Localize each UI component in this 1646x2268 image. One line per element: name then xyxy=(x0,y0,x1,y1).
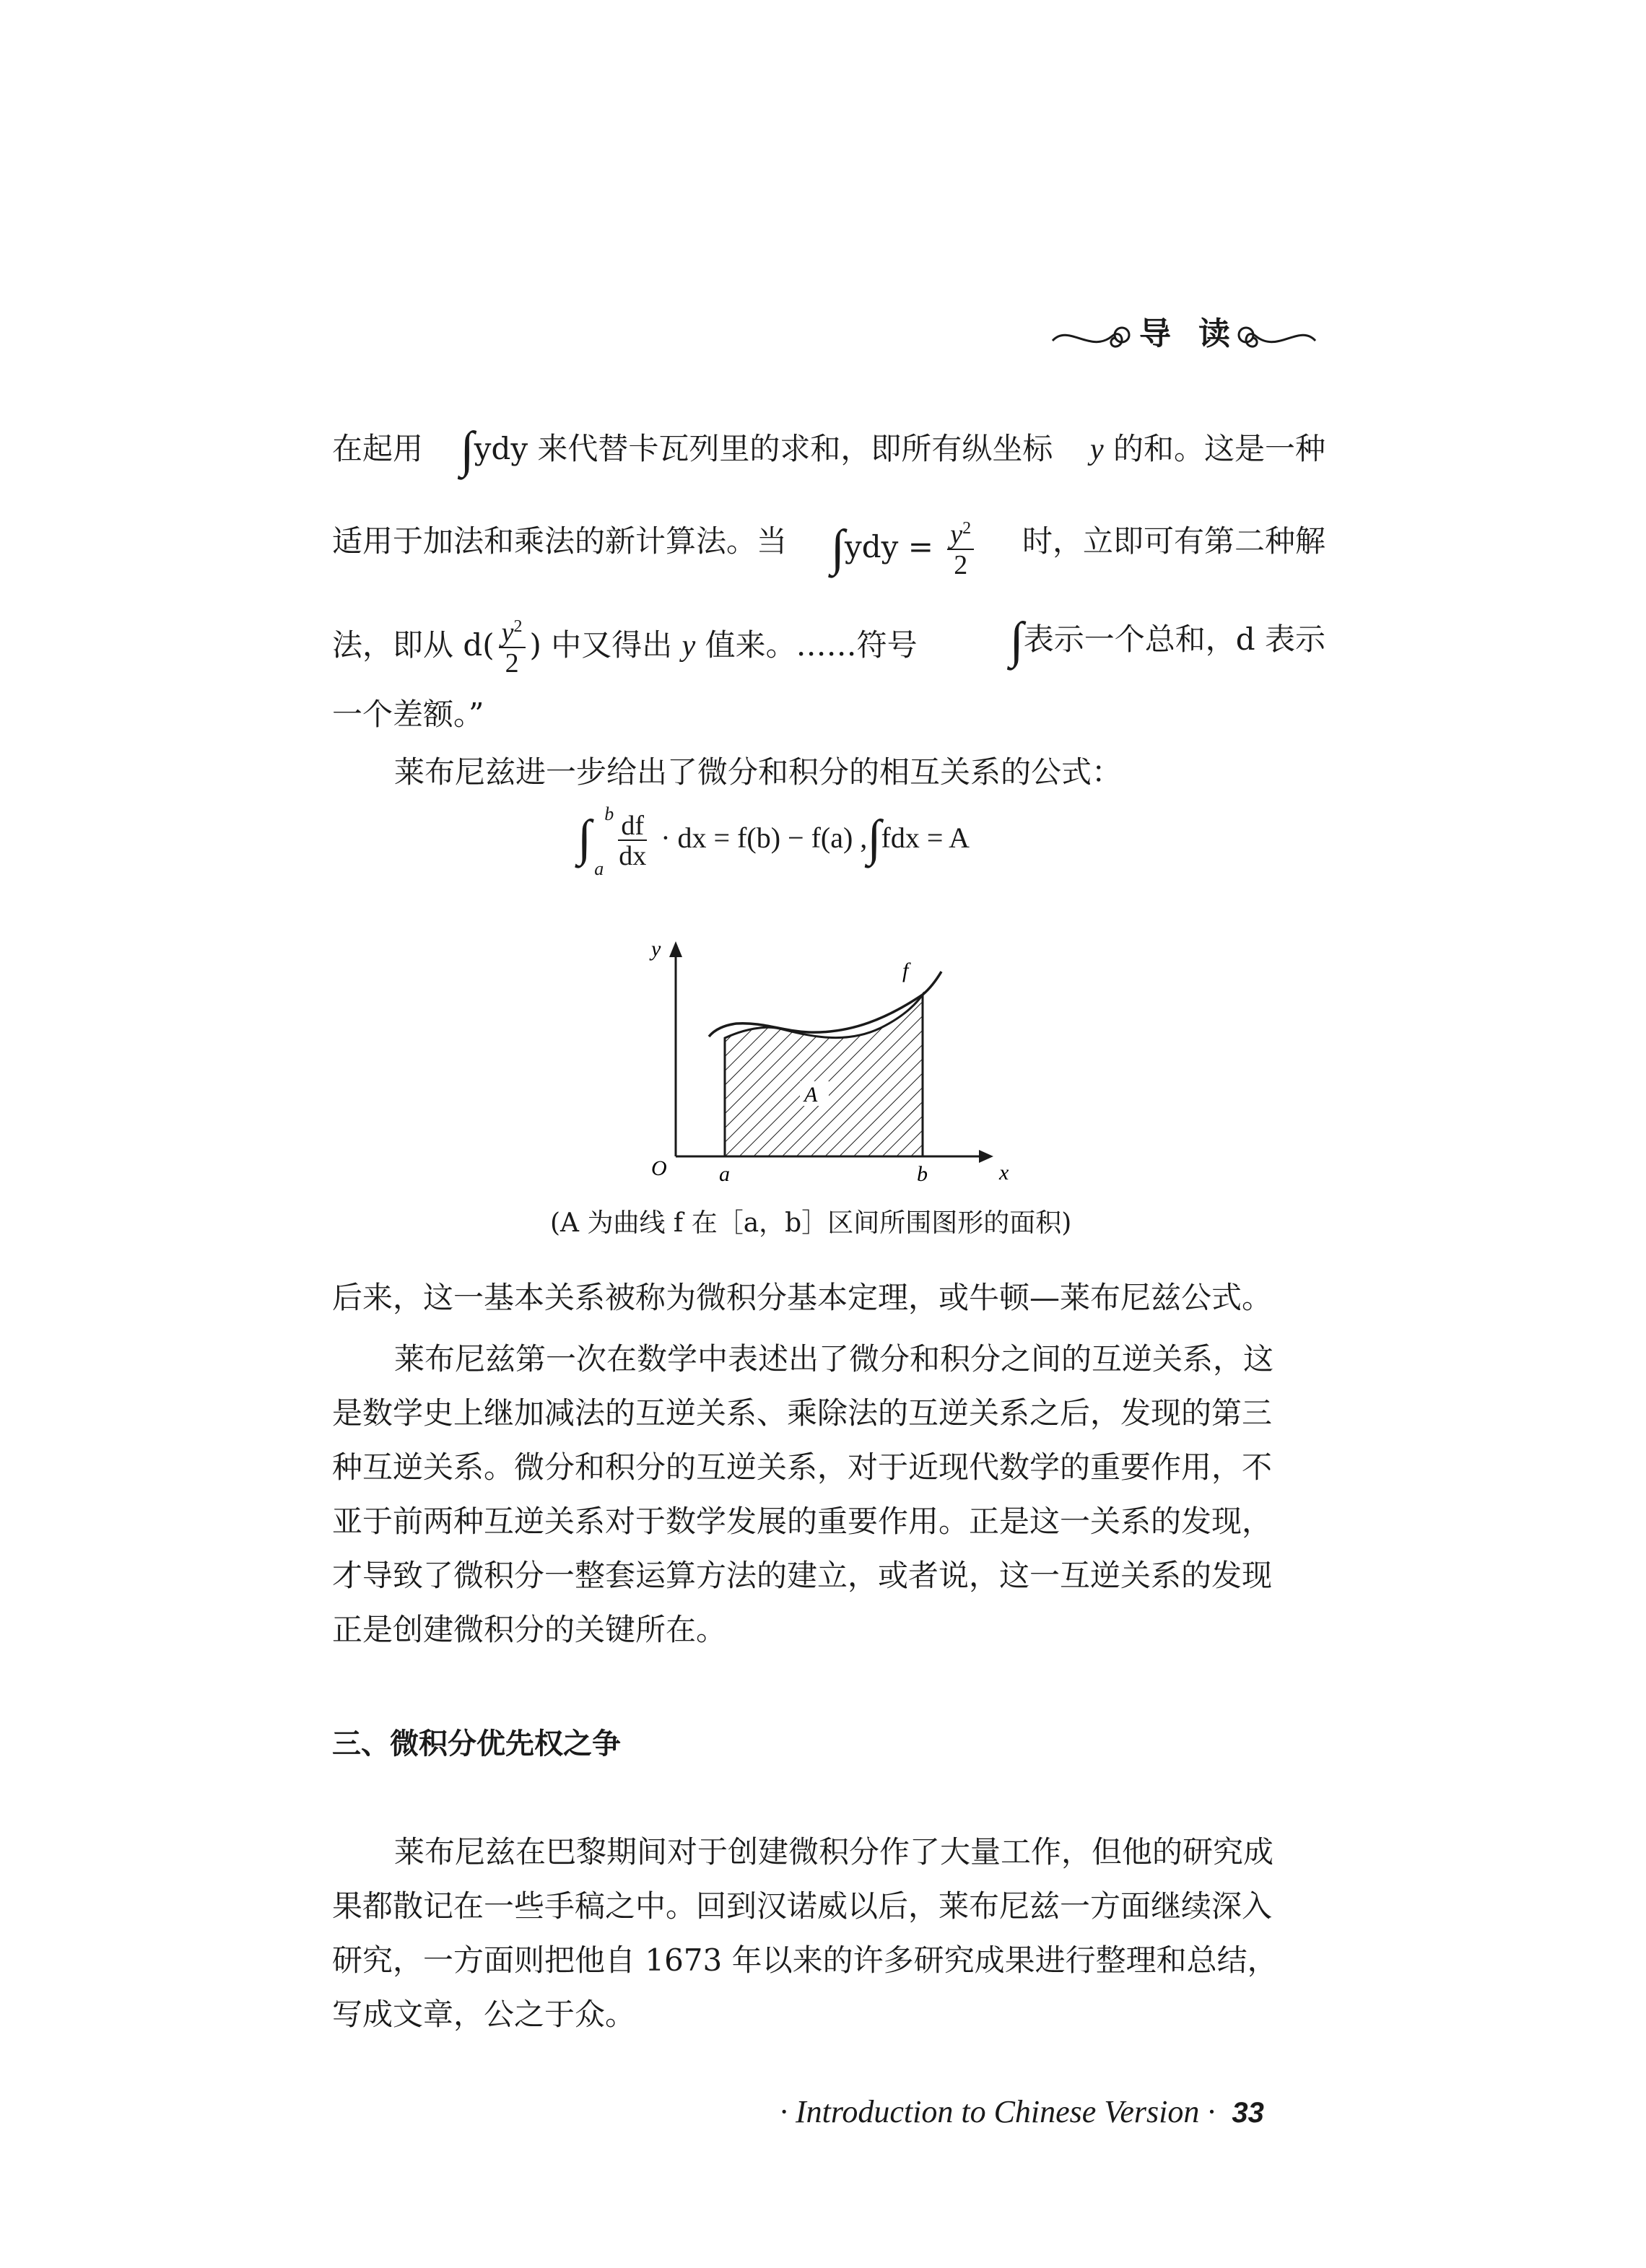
text-line: 后来，这一基本关系被称为微积分基本定理，或牛顿—莱布尼兹公式。 xyxy=(332,1280,1273,1315)
formula-text: fdx = A xyxy=(881,821,970,855)
integral-sign: ∫ xyxy=(1009,613,1024,668)
text-span: 表示一个总和，d 表示 xyxy=(1023,621,1325,657)
upper-limit: b xyxy=(604,803,614,824)
text-line: 种互逆关系。微分和积分的互逆关系，对于近现代数学的重要作用，不 xyxy=(332,1449,1273,1485)
text-span: ) 中又得出 xyxy=(529,627,682,663)
text-line: 果都散记在一些手稿之中。回到汉诺威以后，莱布尼兹一方面继续深入 xyxy=(332,1888,1273,1924)
formula-text: · dx = f(b) − f(a) , xyxy=(653,821,868,855)
integral-sign: ∫ xyxy=(867,811,881,867)
text-span: 适用于加法和乘法的新计算法。当 xyxy=(332,523,788,559)
text-span: 的和。这是一种 xyxy=(1103,431,1325,466)
text-span xyxy=(1009,613,1325,677)
fraction-denominator: 2 xyxy=(505,647,519,679)
footer-text: · Introduction to Chinese Version · xyxy=(780,2094,1216,2129)
lower-limit: a xyxy=(594,858,604,879)
var-y: y xyxy=(1089,433,1104,466)
text-line: 一个差额。” xyxy=(332,697,484,732)
text-line xyxy=(332,422,1325,478)
fraction-numerator: df xyxy=(618,812,647,841)
area-under-curve-figure xyxy=(635,931,1040,1194)
x-axis-label: x xyxy=(999,1161,1009,1185)
text-line: 莱布尼兹在巴黎期间对于创建微积分作了大量工作，但他的研究成 xyxy=(394,1834,1274,1870)
text-line: 莱布尼兹进一步给出了微分和积分的相互关系的公式： xyxy=(394,754,1123,790)
text-span xyxy=(1090,427,1325,471)
curve-label: f xyxy=(902,959,909,982)
fraction-numerator: y xyxy=(501,617,514,648)
figure-caption: (A 为曲线 f 在［a，b］区间所围图形的面积) xyxy=(550,1208,1072,1238)
text-line: 写成文章，公之于众。 xyxy=(332,1997,636,2032)
text-span: ydy 来代替卡瓦列里的求和，即所有纵坐标 xyxy=(474,431,1053,466)
y-axis-arrow xyxy=(669,941,682,957)
exponent: 2 xyxy=(513,617,523,636)
fraction-denominator: 2 xyxy=(954,549,968,580)
integral-sign: ∫ xyxy=(830,520,845,576)
page-number: 33 xyxy=(1232,2097,1264,2129)
x-axis-arrow xyxy=(979,1150,993,1163)
text-span xyxy=(332,618,918,677)
fraction xyxy=(499,618,526,677)
text-span: 在起用 xyxy=(332,431,424,466)
text-line: 研究，一方面则把他自 1673 年以来的许多研究成果进行整理和总结， xyxy=(332,1942,1278,1978)
area-label: A xyxy=(804,1083,818,1107)
text-line: 莱布尼兹第一次在数学中表述出了微分和积分之间的互逆关系，这 xyxy=(394,1341,1274,1377)
running-header xyxy=(1047,309,1321,359)
text-line xyxy=(332,613,1325,679)
b-label: b xyxy=(917,1162,928,1186)
integral-expression xyxy=(831,520,978,579)
page-footer xyxy=(780,2093,1264,2130)
text-line: 才导致了微积分一整套运算方法的建立，或者说，这一互逆关系的发现 xyxy=(332,1558,1273,1593)
calculus-formula xyxy=(578,803,970,879)
integral-sign: ∫ xyxy=(578,811,592,867)
fraction-denominator: dx xyxy=(619,841,647,871)
text-line: 是数学史上继加减法的互逆关系、乘除法的互逆关系之后，发现的第三 xyxy=(332,1395,1273,1431)
text-line xyxy=(332,520,1325,579)
curve-diagram xyxy=(635,931,1040,1191)
var-y: y xyxy=(682,629,696,663)
text-span: 值来。……符号 xyxy=(695,627,918,663)
text-line: 正是创建微积分的关键所在。 xyxy=(332,1612,727,1647)
origin-label: O xyxy=(651,1156,667,1180)
fraction-numerator: y xyxy=(950,519,963,550)
a-label: a xyxy=(719,1162,730,1186)
text-span: 时，立即可有第二种解 xyxy=(1022,523,1325,559)
exponent: 2 xyxy=(962,519,972,538)
text-line: 亚于前两种互逆关系对于数学发展的重要作用。正是这一关系的发现， xyxy=(332,1504,1273,1539)
fraction xyxy=(947,520,974,579)
integral-expression xyxy=(460,422,1053,478)
integral-sign: ∫ xyxy=(460,422,474,478)
shaded-area xyxy=(725,995,923,1156)
section-heading: 三、微积分优先权之争 xyxy=(332,1727,621,1761)
text-span: 法，即从 d( xyxy=(332,627,495,663)
text-span: ydy = xyxy=(845,528,933,564)
fraction xyxy=(616,812,649,870)
integral-limits xyxy=(591,803,614,879)
header-title: 导读 xyxy=(1139,315,1258,352)
y-axis-label: y xyxy=(651,937,661,961)
